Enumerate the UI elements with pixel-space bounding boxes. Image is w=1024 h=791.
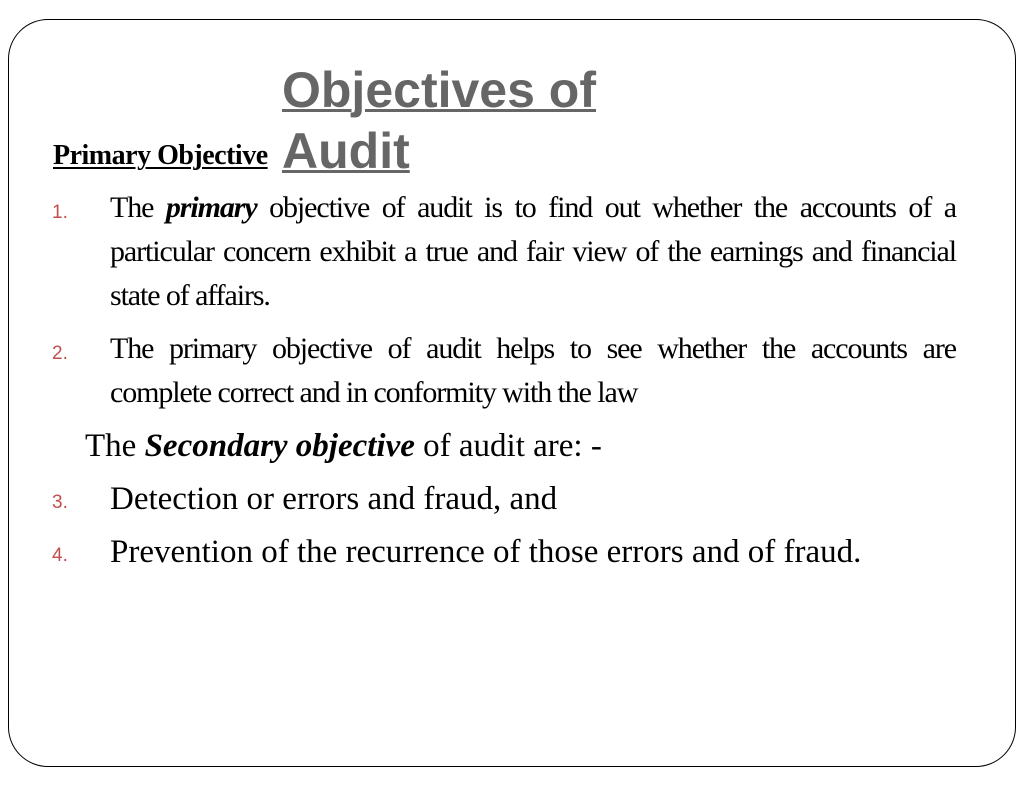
list-item-body: [110, 532, 970, 572]
text-segment: The: [110, 191, 166, 224]
text-segment: The: [85, 428, 145, 464]
list-item-text: Prevention of the recurrence of those errors and of fraud.: [110, 534, 862, 570]
text-segment: of audit are: -: [414, 428, 602, 464]
list-number: 3.: [52, 492, 68, 513]
secondary-objective-line: [85, 426, 602, 466]
list-item-body: [110, 479, 956, 519]
list-item-body: [110, 186, 956, 318]
text-segment: objective of audit is to find out whether the accounts of a particular concern exhibit a true and fair view of the earnings and financial state of affairs.: [110, 191, 956, 312]
list-number: 4.: [52, 545, 68, 566]
emphasis-text: primary: [165, 191, 257, 224]
list-item-text: [110, 186, 956, 318]
slide-title: Objectives of Audit: [282, 62, 596, 179]
list-item-text: Detection or errors and fraud, and: [110, 481, 558, 517]
emphasis-text: Secondary objective: [144, 428, 415, 464]
list-number: 2.: [52, 343, 68, 364]
primary-objective-heading: Primary Objective: [53, 140, 268, 171]
list-item-text: The primary objective of audit helps to see whether the accounts are complete correct and in conformity with the law: [110, 332, 956, 409]
list-item-body: [110, 327, 956, 415]
list-number: 1.: [52, 202, 68, 223]
